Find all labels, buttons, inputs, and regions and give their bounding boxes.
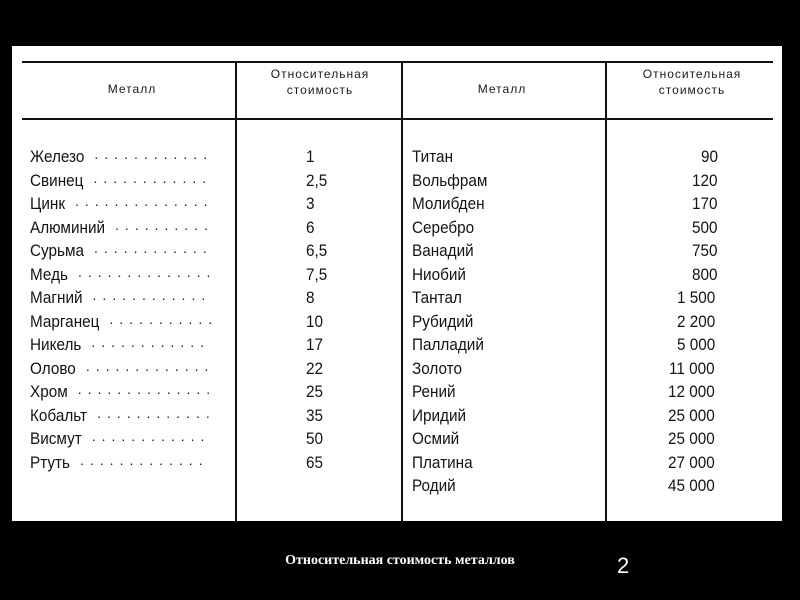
metal-name: Золото (412, 358, 463, 378)
cost-value: 170 (691, 194, 718, 213)
metal-name: Железо (30, 147, 85, 166)
cost-value: 25 000 (668, 405, 715, 425)
metal-name: Кобальт (30, 405, 88, 425)
cost-value: 500 (691, 217, 718, 237)
metal-name: Олово (30, 358, 76, 378)
column-divider (235, 63, 237, 521)
column-divider (401, 63, 403, 521)
slide-caption: Относительная стоимость металлов (285, 553, 515, 568)
metal-name: Палладий (412, 335, 484, 354)
metal-name: Вольфрам (412, 170, 488, 190)
cost-value: 120 (691, 170, 718, 190)
metal-name: Сурьма (30, 241, 85, 260)
cost-value: 1 500 (677, 288, 716, 307)
leader-dots: ............. (80, 451, 209, 468)
cost-value: 12 000 (668, 382, 715, 401)
cost-value: 50 (306, 429, 324, 448)
leader-dots: .............. (77, 263, 217, 280)
metal-name: Алюминий (30, 217, 106, 237)
header-metal-left: Металл (107, 82, 157, 96)
metal-name: Титан (412, 147, 454, 166)
metal-name: Магний (30, 288, 83, 307)
cost-value: 3 (306, 194, 315, 213)
metal-name: Никель (30, 335, 82, 354)
cost-value: 22 (306, 358, 324, 378)
column-divider (605, 63, 607, 521)
cost-value: 1 (306, 147, 315, 166)
cost-value: 25 (306, 382, 324, 401)
cost-value: 5 000 (677, 335, 716, 354)
cost-value: 25 000 (668, 429, 715, 448)
leader-dots: ............ (91, 334, 211, 350)
cost-value: 8 (306, 288, 315, 307)
metal-name: Медь (30, 264, 68, 284)
metal-name: Серебро (412, 217, 475, 237)
metal-name: Хром (30, 382, 68, 401)
metal-name: Ванадий (412, 241, 474, 260)
cost-value: 800 (691, 264, 718, 284)
leader-dots: .............. (75, 193, 214, 209)
metal-name: Молибден (412, 194, 485, 213)
header-metal-right: Металл (477, 82, 527, 96)
cost-value: 65 (306, 452, 324, 472)
cost-value: 6 (306, 217, 315, 237)
metal-name: Рубидий (412, 311, 474, 331)
metal-name: Осмий (412, 429, 460, 448)
metal-name: Рений (412, 382, 456, 401)
cost-values-left (262, 145, 342, 474)
metal-name: Платина (412, 452, 473, 472)
metal-name: Ртуть (30, 452, 71, 472)
metal-name: Тантал (412, 288, 462, 307)
cost-value: 90 (701, 147, 719, 166)
metal-name: Иридий (412, 405, 467, 425)
metal-name: Родий (412, 476, 456, 495)
leader-dots: .............. (77, 381, 217, 397)
cost-value: 2,5 (306, 170, 328, 190)
cost-value: 7,5 (306, 264, 328, 284)
leader-dots: ............ (97, 404, 216, 421)
scanned-table (12, 46, 782, 521)
leader-dots: ............ (94, 240, 213, 256)
metal-name: Марганец (30, 311, 100, 331)
metal-name: Свинец (30, 170, 84, 190)
leader-dots: ........... (109, 310, 219, 327)
cost-value: 10 (306, 311, 324, 331)
cost-value: 35 (306, 405, 324, 425)
cost-value: 11 000 (669, 358, 715, 378)
leader-dots: .......... (115, 216, 214, 233)
cost-value: 2 200 (677, 311, 716, 331)
leader-dots: ............ (93, 169, 213, 186)
header-cost-right: Относительная стоимость (642, 67, 742, 97)
page-number: 2 (617, 553, 630, 578)
metal-names-right (412, 145, 602, 498)
leader-dots: ............ (94, 146, 214, 162)
leader-dots: ............ (91, 428, 211, 444)
cost-value: 27 000 (668, 452, 715, 472)
metal-name: Цинк (30, 194, 66, 213)
cost-value: 750 (691, 241, 718, 260)
cost-values-right (620, 145, 720, 498)
header-cost-left: Относительная стоимость (270, 67, 370, 97)
leader-dots: ............. (85, 357, 215, 374)
metal-name: Висмут (30, 429, 82, 448)
metal-name: Ниобий (412, 264, 466, 284)
table-header-rule (22, 118, 773, 120)
cost-value: 17 (306, 335, 324, 354)
leader-dots: ............ (92, 287, 212, 303)
cost-value: 6,5 (306, 241, 328, 260)
cost-value: 45 000 (668, 476, 715, 495)
table-top-rule (22, 61, 773, 63)
